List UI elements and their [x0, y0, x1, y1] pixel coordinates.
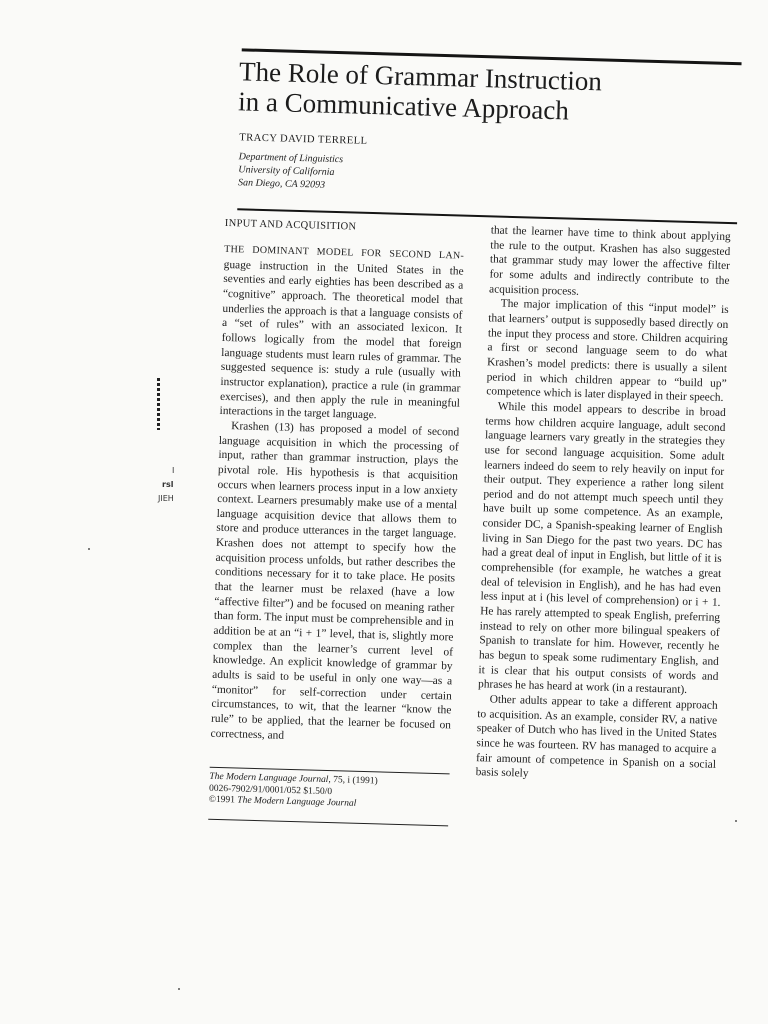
scan-speck [88, 548, 90, 550]
paragraph: that the learner have time to think about applying the rule to the output. Krashen has also suggested that grammar study may lower the affective filter for some adults and indirectly contribute to the acquisition process. [488, 224, 731, 298]
copyright-journal: The Modern Language Journal [237, 795, 357, 809]
margin-mark: JIEH [158, 494, 174, 503]
paragraph-text: guage instruction in the United States in the seventies and early eighties has been described as a “cognitive” approach. The theoretical model that underlies the approach is that a language consists of a “set of rules” with an associated lexicon. It follows logically from the model that foreign language students must learn rules of grammar. The suggested sequence is: study a rule (usually with instructor explanation), practice a rule (in grammar exercises), and then apply the rule in meaningful interactions in the target language. [219, 258, 464, 422]
affiliation-city: San Diego, CA 92093 [237, 177, 326, 191]
title-line-1: The Role of Grammar Instruction [238, 56, 603, 97]
affiliation-department: Department of Linguistics [238, 151, 344, 166]
paragraph: The major implication of this “input model” is that learners’ output is supposedly based directly on the input they process and store. Children acquiring a first or second language seem to do what Krashen’s model predicts: there is usually a silent period in which children appear to “build up” competence which is later displayed in their speech. [486, 297, 729, 405]
author-name: TRACY DAVID TERRELL [239, 132, 368, 147]
journal-page [207, 40, 750, 884]
article-title [238, 56, 709, 129]
section-heading: INPUT AND ACQUISITION [224, 217, 357, 233]
scan-speck [735, 820, 737, 822]
journal-name: The Modern Language Journal [209, 771, 329, 786]
paragraph: Krashen (13) has proposed a model of second language acquisition in which the processing of input, rather than grammar instruction, plays the pivotal role. His hypothesis is that acquisition occurs when learners process input in a low anxiety context. Learners presumably make use of a mental language acquisition device that allows them to store and produce utterances in the target language. Krashen does not attempt to specify how the acquisition process unfolds, but rather describes the conditions necessary for it to take place. He posits that the learner must be relaxed (have a low “affective filter”) and be focused on meaning rather than form. The input must be comprehensible and in addition be at an “i + 1” level, that is, slightly more complex than the learner’s current level of knowledge. An explicit knowledge of grammar by adults is said to be useful in only one way—as a “monitor” for self-correction under certain circumstances, to wit, that the learner “know the rule” to be applied, that the learner be focused on correctness, and [210, 420, 460, 742]
left-column [210, 242, 464, 748]
lead-in: THE DOMINANT MODEL FOR SECOND LAN- [223, 243, 465, 262]
margin-scribble [152, 378, 166, 430]
margin-mark: rsl [162, 480, 174, 489]
paragraph [219, 242, 464, 426]
right-column [475, 223, 730, 786]
title-line-2: in a Communicative Approach [237, 86, 570, 126]
publication-footnote [209, 772, 450, 813]
paragraph: Other adults appear to take a different approach to acquisition. As an example, consider RV, a native speaker of Dutch who has lived in the United States since he was fourteen. RV has managed to acquire a fair amount of competence in Spanish on a social basis solely [475, 693, 718, 780]
margin-mark: I [172, 466, 175, 475]
journal-volume: , 75, i (1991) [328, 775, 378, 787]
article-code: 0026-7902/91/0001/052 $1.50/0 [208, 783, 333, 797]
copyright-year: ©1991 [208, 794, 236, 806]
paragraph: While this model appears to describe in broad terms how children acquire language, adult second language learners vary greatly in the strategies they use for second language acquisition. Some adult learners indeed do seem to rely heavily on input for their output. They experience a rather long silent period and do not attempt much speech until they have built up some competence. As an example, consider DC, a Spanish-speaking learner of English living in San Diego for the past two years. DC has had a great deal of input in English, but little of it is comprehensible (for example, he watches a great deal of television in English), and he has had even less input at i (his level of comprehension) or i + 1. He has rarely attempted to speak English, preferring instead to rely on other more bilingual speakers of Spanish to translate for him. However, recently he has begun to speak some rudimentary English, and it is clear that his output consists of words and phrases he has heard at work (in a restaurant). [477, 400, 726, 697]
footnote-rule-bottom [208, 819, 448, 827]
scan-speck [178, 988, 180, 990]
affiliation-university: University of California [238, 164, 335, 178]
